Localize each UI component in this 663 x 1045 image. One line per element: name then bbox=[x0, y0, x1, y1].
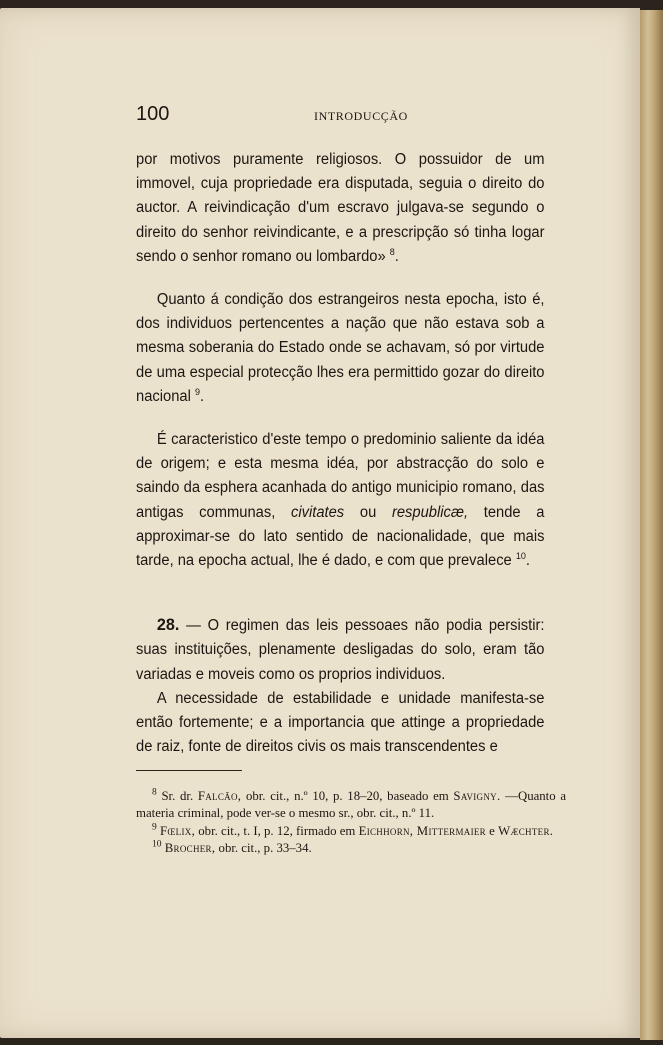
paragraph-3 bbox=[136, 428, 545, 573]
paragraph-4-text: — O regimen das leis pessoaes não podia persistir: suas instituições, plenamente desligadas do solo, eram tão variadas e moveis como os proprios individuos. bbox=[136, 617, 545, 683]
footnote-10 bbox=[136, 840, 566, 857]
footnote-ref-8: 8 bbox=[389, 246, 395, 258]
footnote-8 bbox=[136, 788, 566, 823]
section-number: 28. bbox=[156, 615, 180, 635]
paragraph-2-text: Quanto á condição dos estrangeiros nesta epocha, isto é, dos individuos pertencentes a nação que não estava sob a mesma soberania do Estado onde se achavam, só por virtude de uma especial protecção lhes era permittido gozar do direito nacional bbox=[136, 291, 545, 405]
paragraph-1-text: por motivos puramente religiosos. O possuidor de um immovel, cuja propriedade era disputada, seguia o direito do auctor. A reivindicação d'um escravo julgava-se segundo o direito do senhor reivindicante, e a prescripção só tinha logar sendo o senhor romano ou lombardo» bbox=[136, 151, 545, 265]
footnote-ref-10: 10 bbox=[515, 550, 526, 562]
paragraph-5-text: A necessidade de estabilidade e unidade manifesta-se então fortemente; e a importancia que attinge a propriedade de raiz, fonte de direitos civis os mais transcendentes e bbox=[136, 689, 545, 756]
footnote-10-author: Brocher, bbox=[164, 841, 216, 856]
footnote-8-mark: 8 bbox=[152, 787, 157, 798]
paragraph-3-end: . bbox=[525, 552, 530, 570]
paragraph-1 bbox=[136, 148, 545, 269]
footnote-9-text-a: obr. cit., t. I, p. 12, firmado em bbox=[195, 823, 359, 838]
paragraph-3-italic-civitates: civitates bbox=[290, 503, 345, 521]
paragraph-3-text-c: tende a approximar-se do lato sentido de nacionalidade, que mais tarde, na epocha actual, lhe é dado, e com que prevalece bbox=[136, 503, 545, 570]
paragraph-2 bbox=[136, 288, 545, 409]
paragraph-4 bbox=[136, 613, 545, 687]
footnote-9-authors: Eichhorn, Mittermaier bbox=[358, 823, 486, 838]
footnote-8-text-a: Sr. dr. bbox=[156, 789, 198, 803]
paragraph-3-italic-respublicae: respublicæ, bbox=[391, 503, 469, 521]
running-head: INTRODUCÇÃO bbox=[314, 109, 408, 123]
footnote-rule bbox=[136, 770, 242, 771]
footnote-8-text-b: obr. cit., n.º 10, p. 18–20, baseado em bbox=[241, 789, 454, 803]
footnote-ref-9: 9 bbox=[194, 386, 200, 398]
paragraph-1-end: . bbox=[394, 247, 399, 265]
page-header bbox=[136, 103, 566, 129]
footnote-9 bbox=[136, 823, 566, 840]
paragraph-3-text-a: É caracteristico d'este tempo o predominio saliente da idéa de origem; e esta mesma idéa, por abstracção do solo e saindo da esphera acanhada do antigo municipio romano, das antigas communas, bbox=[136, 431, 545, 521]
footnote-10-text: obr. cit., p. 33–34. bbox=[215, 841, 312, 856]
footnote-9-mark: 9 bbox=[152, 822, 157, 833]
paragraph-2-end: . bbox=[199, 387, 205, 405]
footnote-9-author: Fœlix, bbox=[159, 823, 196, 838]
footnote-10-mark: 10 bbox=[152, 839, 162, 850]
footnote-8-author: Falcão, bbox=[197, 789, 242, 803]
paragraph-3-text-b: ou bbox=[344, 503, 392, 521]
body-text bbox=[136, 148, 545, 759]
footnote-9-author-3: Wæchter. bbox=[498, 823, 554, 838]
footnotes bbox=[136, 770, 566, 858]
footnote-8-author-2: Savigny. bbox=[453, 789, 501, 803]
page-number: 100 bbox=[136, 103, 170, 125]
footnote-8-text-c: —Quanto a materia criminal, pode ver-se o mesmo sr., obr. cit., n.º 11. bbox=[136, 789, 566, 821]
paragraph-5 bbox=[136, 687, 545, 760]
footnote-9-text-b: e bbox=[485, 823, 499, 838]
page-edge bbox=[640, 10, 663, 1040]
